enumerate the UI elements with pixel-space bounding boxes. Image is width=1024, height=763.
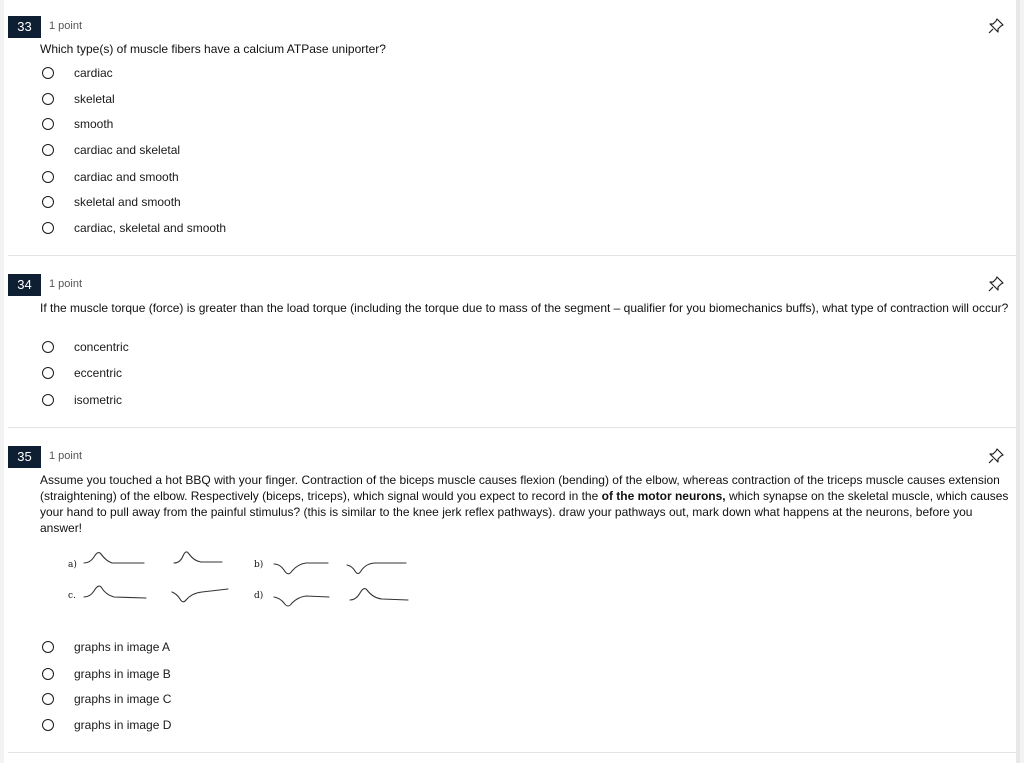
question-text-part2: which synapse on the skeletal muscle, which causes your hand to pull away from the painful stimulus? (this is similar to the knee jerk reflex pathways). draw your pathways out, mark down what happens at the neurons, before you answer! (40, 489, 1009, 535)
option-label: graphs in image D (74, 718, 172, 732)
graph-label-a: a) (68, 560, 77, 570)
graph-b-biceps-trace (274, 563, 328, 574)
option-label: cardiac and skeletal (74, 143, 181, 157)
option-label: eccentric (74, 366, 123, 380)
option-label: cardiac and smooth (74, 170, 179, 184)
radio-button[interactable] (42, 641, 54, 653)
option-skeletal-and-smooth[interactable] (42, 193, 181, 211)
option-graphs-d[interactable] (42, 716, 171, 734)
pin-icon[interactable] (988, 276, 1004, 292)
signal-graphs-image (66, 541, 416, 611)
radio-button[interactable] (42, 222, 54, 234)
graph-d-triceps-trace (350, 589, 408, 600)
graph-label-c: c. (68, 591, 76, 601)
radio-button[interactable] (42, 144, 54, 156)
graph-d-biceps-trace (274, 596, 329, 606)
option-skeletal[interactable] (42, 90, 115, 108)
option-label: cardiac, skeletal and smooth (74, 221, 227, 235)
graph-a-triceps-trace (174, 552, 222, 563)
radio-button[interactable] (42, 693, 54, 705)
graph-c-biceps-trace (84, 586, 146, 598)
option-label: concentric (74, 340, 129, 354)
graph-label-b: b) (254, 560, 264, 570)
graph-b-triceps-trace (347, 563, 406, 574)
pin-icon[interactable] (988, 18, 1004, 34)
option-label: graphs in image C (74, 692, 172, 706)
option-eccentric[interactable] (42, 364, 122, 382)
graph-label-d: d) (254, 591, 264, 601)
radio-button[interactable] (42, 394, 54, 406)
radio-button[interactable] (42, 668, 54, 680)
question-33 (8, 16, 1020, 256)
quiz-page (4, 0, 1020, 763)
question-number: 33 (8, 16, 41, 38)
question-points: 1 point (49, 450, 83, 462)
radio-button[interactable] (42, 719, 54, 731)
radio-button[interactable] (42, 118, 54, 130)
option-graphs-c[interactable] (42, 690, 171, 708)
question-text: If the muscle torque (force) is greater than the load torque (including the torque due to mass of the segment – qualifier for you biomechanics buffs), what type of contraction will occur? (40, 301, 1009, 315)
pin-icon[interactable] (988, 448, 1004, 464)
question-34 (8, 274, 1020, 428)
question-number: 35 (8, 446, 41, 468)
scrollbar[interactable] (1016, 0, 1020, 763)
radio-button[interactable] (42, 93, 54, 105)
option-label: smooth (74, 117, 114, 131)
question-text (40, 472, 1012, 536)
option-label: skeletal and smooth (74, 195, 181, 209)
option-smooth[interactable] (42, 115, 113, 133)
option-cardiac[interactable] (42, 64, 113, 82)
radio-button[interactable] (42, 67, 54, 79)
option-label: graphs in image A (74, 640, 171, 654)
option-isometric[interactable] (42, 391, 122, 409)
option-label: isometric (74, 393, 123, 407)
radio-button[interactable] (42, 367, 54, 379)
option-label: cardiac (74, 66, 113, 80)
question-text: Which type(s) of muscle fibers have a calcium ATPase uniporter? (40, 42, 386, 56)
radio-button[interactable] (42, 196, 54, 208)
option-graphs-a[interactable] (42, 638, 170, 656)
question-points: 1 point (49, 278, 83, 290)
question-text-bold: of the motor neurons, (601, 489, 726, 503)
option-cardiac-and-skeletal[interactable] (42, 141, 180, 159)
option-label: graphs in image B (74, 667, 171, 681)
graph-c-triceps-trace (172, 589, 228, 602)
option-cardiac-and-smooth[interactable] (42, 168, 179, 186)
option-cardiac-skeletal-and-smooth[interactable] (42, 219, 226, 237)
option-concentric[interactable] (42, 338, 129, 356)
option-label: skeletal (74, 92, 115, 106)
question-points: 1 point (49, 20, 83, 32)
radio-button[interactable] (42, 171, 54, 183)
option-graphs-b[interactable] (42, 665, 171, 683)
question-text-part1: Assume you touched a hot BBQ with your finger. Contraction of the biceps muscle causes flexion (bending) of the elbow, whereas contraction of the triceps muscle causes extension (straightening) of the elbow. Respectively (biceps, triceps), which signal would you expect to record in the (40, 473, 1000, 503)
question-number: 34 (8, 274, 41, 296)
graph-a-biceps-trace (84, 553, 144, 563)
radio-button[interactable] (42, 341, 54, 353)
